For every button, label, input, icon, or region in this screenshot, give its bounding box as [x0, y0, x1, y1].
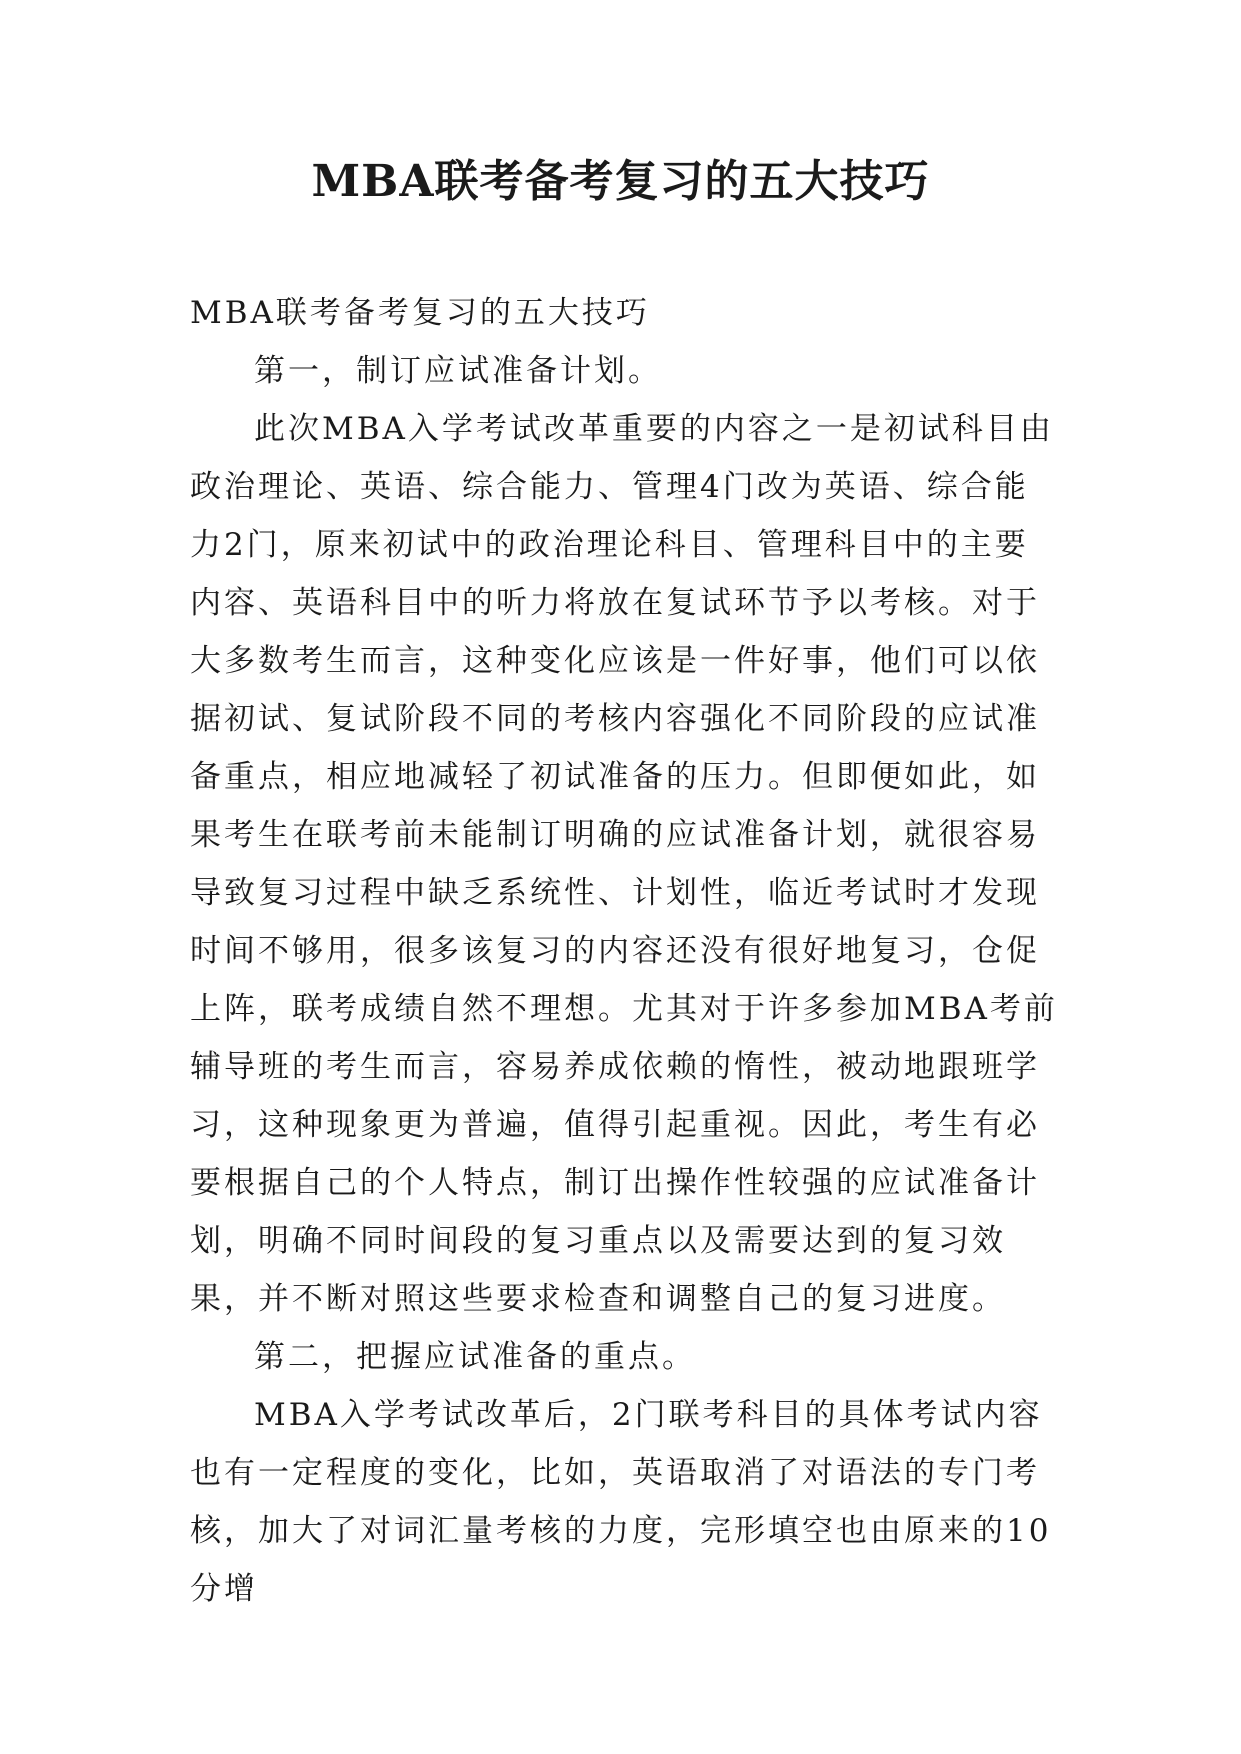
document-title: MBA联考备考复习的五大技巧	[311, 156, 930, 207]
paragraph-1: 此次MBA入学考试改革重要的内容之一是初试科目由政治理论、英语、综合能力、管理4门改为英语、综合能力2门，原来初试中的政治理论科目、管理科目中的主要内容、英语科目中的听力将放在复试环节予以考核。对于大多数考生而言，这种变化应该是一件好事，他们可以依据初试、复试阶段不同的考核内容强化不同阶段的应试准备重点，相应地减轻了初试准备的压力。但即便如此，如果考生在联考前未能制订明确的应试准备计划，就很容易导致复习过程中缺乏系统性、计划性，临近考试时才发现时间不够用，很多该复习的内容还没有很好地复习，仓促上阵，联考成绩自然不理想。尤其对于许多参加MBA考前辅导班的考生而言，容易养成依赖的惰性，被动地跟班学习，这种现象更为普遍，值得引起重视。因此，考生有必要根据自己的个人特点，制订出操作性较强的应试准备计划，明确不同时间段的复习重点以及需要达到的复习效果，并不断对照这些要求检查和调整自己的复习进度。	[190, 411, 1058, 1317]
paragraph-2: MBA入学考试改革后，2门联考科目的具体考试内容也有一定程度的变化，比如，英语取消了对语法的专门考核，加大了对词汇量考核的力度，完形填空也由原来的10分增	[190, 1397, 1052, 1607]
document-body	[190, 284, 1060, 1618]
body-heading: MBA联考备考复习的五大技巧	[190, 295, 650, 331]
section-heading-1: 第一，制订应试准备计划。	[254, 353, 662, 389]
section-heading-2: 第二，把握应试准备的重点。	[254, 1339, 696, 1375]
